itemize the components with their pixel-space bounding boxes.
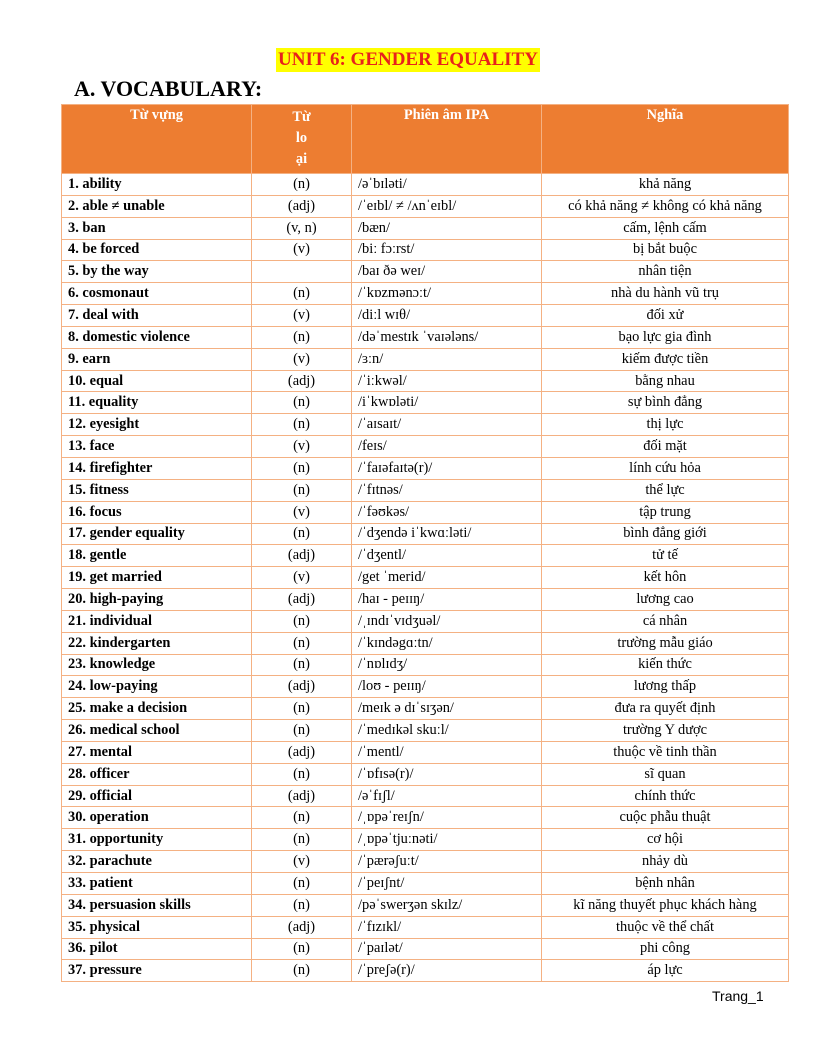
cell-word: 34. persuasion skills xyxy=(62,894,252,916)
cell-word: 12. eyesight xyxy=(62,414,252,436)
cell-ipa: /ˈmedɪkəl skuːl/ xyxy=(352,720,542,742)
cell-word: 19. get married xyxy=(62,567,252,589)
cell-meaning: sự bình đẳng xyxy=(542,392,789,414)
cell-meaning: bình đẳng giới xyxy=(542,523,789,545)
cell-ipa: /ɜːn/ xyxy=(352,348,542,370)
cell-word: 9. earn xyxy=(62,348,252,370)
cell-meaning: phi công xyxy=(542,938,789,960)
cell-meaning: có khả năng ≠ không có khả năng xyxy=(542,195,789,217)
cell-word: 11. equality xyxy=(62,392,252,414)
cell-meaning: kiếm được tiền xyxy=(542,348,789,370)
table-row xyxy=(62,589,789,611)
cell-part-of-speech: (n) xyxy=(252,326,352,348)
cell-part-of-speech: (n) xyxy=(252,632,352,654)
cell-meaning: đưa ra quyết định xyxy=(542,698,789,720)
cell-meaning: lương thấp xyxy=(542,676,789,698)
section-heading: A. VOCABULARY: xyxy=(74,76,263,101)
cell-meaning: chính thức xyxy=(542,785,789,807)
table-row xyxy=(62,698,789,720)
cell-part-of-speech: (v, n) xyxy=(252,217,352,239)
cell-ipa: /ˈpreʃə(r)/ xyxy=(352,960,542,982)
cell-meaning: lương cao xyxy=(542,589,789,611)
cell-meaning: thuộc về thể chất xyxy=(542,916,789,938)
cell-word: 36. pilot xyxy=(62,938,252,960)
header-ipa: Phiên âm IPA xyxy=(352,105,542,174)
cell-word: 32. parachute xyxy=(62,851,252,873)
cell-word: 8. domestic violence xyxy=(62,326,252,348)
table-row xyxy=(62,195,789,217)
table-row xyxy=(62,938,789,960)
vocabulary-table xyxy=(61,104,789,982)
cell-meaning: bị bắt buộc xyxy=(542,239,789,261)
table-row xyxy=(62,654,789,676)
header-meaning: Nghĩa xyxy=(542,105,789,174)
cell-word: 33. patient xyxy=(62,873,252,895)
cell-meaning: cuộc phẫu thuật xyxy=(542,807,789,829)
cell-ipa: /ˈfɪtnəs/ xyxy=(352,479,542,501)
cell-part-of-speech: (n) xyxy=(252,392,352,414)
cell-word: 22. kindergarten xyxy=(62,632,252,654)
cell-part-of-speech: (n) xyxy=(252,654,352,676)
table-row xyxy=(62,261,789,283)
cell-part-of-speech: (n) xyxy=(252,807,352,829)
cell-part-of-speech xyxy=(252,261,352,283)
header-pos-line: ại xyxy=(295,151,308,167)
cell-part-of-speech: (n) xyxy=(252,763,352,785)
header-pos-line: lo xyxy=(295,130,308,146)
table-row xyxy=(62,741,789,763)
table-row xyxy=(62,676,789,698)
table-row xyxy=(62,217,789,239)
cell-ipa: /haɪ - peɪɪŋ/ xyxy=(352,589,542,611)
cell-part-of-speech: (adj) xyxy=(252,916,352,938)
cell-word: 16. focus xyxy=(62,501,252,523)
cell-word: 21. individual xyxy=(62,610,252,632)
cell-ipa: /ˌɒpəˈreɪʃn/ xyxy=(352,807,542,829)
cell-meaning: lính cứu hỏa xyxy=(542,457,789,479)
cell-meaning: tập trung xyxy=(542,501,789,523)
cell-ipa: /ˌɒpəˈtjuːnəti/ xyxy=(352,829,542,851)
table-row xyxy=(62,632,789,654)
cell-part-of-speech: (adj) xyxy=(252,676,352,698)
cell-part-of-speech: (n) xyxy=(252,174,352,196)
table-row xyxy=(62,829,789,851)
cell-meaning: kiến thức xyxy=(542,654,789,676)
table-body xyxy=(62,174,789,982)
cell-part-of-speech: (adj) xyxy=(252,741,352,763)
cell-ipa: /ˈfaɪəfaɪtə(r)/ xyxy=(352,457,542,479)
cell-word: 4. be forced xyxy=(62,239,252,261)
cell-ipa: /ˈfɪzɪkl/ xyxy=(352,916,542,938)
page-title: UNIT 6: GENDER EQUALITY xyxy=(278,49,538,70)
cell-word: 23. knowledge xyxy=(62,654,252,676)
cell-ipa: /ˈdʒentl/ xyxy=(352,545,542,567)
cell-ipa: /meɪk ə dɪˈsɪʒən/ xyxy=(352,698,542,720)
cell-word: 13. face xyxy=(62,436,252,458)
cell-ipa: /ˈɒfɪsə(r)/ xyxy=(352,763,542,785)
cell-meaning: thể lực xyxy=(542,479,789,501)
cell-part-of-speech: (adj) xyxy=(252,195,352,217)
header-part-of-speech xyxy=(252,105,352,174)
cell-ipa: /diːl wɪθ/ xyxy=(352,305,542,327)
table-row xyxy=(62,785,789,807)
cell-ipa: /ˈkɪndəgɑːtn/ xyxy=(352,632,542,654)
cell-ipa: /ˈdʒendə iˈkwɑːləti/ xyxy=(352,523,542,545)
cell-word: 37. pressure xyxy=(62,960,252,982)
table-row xyxy=(62,479,789,501)
table-row xyxy=(62,392,789,414)
page-number: Trang_1 xyxy=(712,988,764,1004)
cell-part-of-speech: (n) xyxy=(252,698,352,720)
cell-part-of-speech: (n) xyxy=(252,829,352,851)
cell-word: 18. gentle xyxy=(62,545,252,567)
table-row xyxy=(62,545,789,567)
cell-word: 29. official xyxy=(62,785,252,807)
cell-part-of-speech: (n) xyxy=(252,938,352,960)
cell-ipa: /ˌɪndɪˈvɪdʒuəl/ xyxy=(352,610,542,632)
table-row xyxy=(62,807,789,829)
cell-word: 10. equal xyxy=(62,370,252,392)
cell-part-of-speech: (v) xyxy=(252,348,352,370)
table-row xyxy=(62,283,789,305)
cell-ipa: /əˈfɪʃl/ xyxy=(352,785,542,807)
table-row xyxy=(62,960,789,982)
cell-meaning: bạo lực gia đình xyxy=(542,326,789,348)
cell-ipa: /iˈkwɒləti/ xyxy=(352,392,542,414)
cell-ipa: /biː fɔːrst/ xyxy=(352,239,542,261)
cell-meaning: đối mặt xyxy=(542,436,789,458)
cell-meaning: trường Y dược xyxy=(542,720,789,742)
cell-word: 15. fitness xyxy=(62,479,252,501)
cell-part-of-speech: (adj) xyxy=(252,785,352,807)
cell-meaning: nhà du hành vũ trụ xyxy=(542,283,789,305)
cell-meaning: kĩ năng thuyết phục khách hàng xyxy=(542,894,789,916)
table-header-row xyxy=(62,105,789,174)
cell-part-of-speech: (n) xyxy=(252,283,352,305)
cell-part-of-speech: (v) xyxy=(252,436,352,458)
cell-ipa: /feɪs/ xyxy=(352,436,542,458)
cell-part-of-speech: (n) xyxy=(252,894,352,916)
cell-part-of-speech: (n) xyxy=(252,960,352,982)
cell-ipa: /loʊ - peɪɪŋ/ xyxy=(352,676,542,698)
table-row xyxy=(62,720,789,742)
cell-meaning: kết hôn xyxy=(542,567,789,589)
cell-part-of-speech: (v) xyxy=(252,501,352,523)
table-row xyxy=(62,851,789,873)
table-row xyxy=(62,763,789,785)
cell-part-of-speech: (n) xyxy=(252,610,352,632)
cell-word: 27. mental xyxy=(62,741,252,763)
table-row xyxy=(62,174,789,196)
cell-word: 3. ban xyxy=(62,217,252,239)
cell-part-of-speech: (n) xyxy=(252,720,352,742)
cell-meaning: đối xử xyxy=(542,305,789,327)
header-pos-line: Từ xyxy=(292,109,311,125)
cell-ipa: /ˈpeɪʃnt/ xyxy=(352,873,542,895)
cell-word: 25. make a decision xyxy=(62,698,252,720)
cell-ipa: /dəˈmestɪk ˈvaɪələns/ xyxy=(352,326,542,348)
cell-word: 14. firefighter xyxy=(62,457,252,479)
cell-ipa: /ˈiːkwəl/ xyxy=(352,370,542,392)
cell-meaning: bằng nhau xyxy=(542,370,789,392)
cell-part-of-speech: (v) xyxy=(252,239,352,261)
cell-part-of-speech: (n) xyxy=(252,873,352,895)
table-row xyxy=(62,239,789,261)
cell-meaning: cá nhân xyxy=(542,610,789,632)
header-word: Từ vựng xyxy=(62,105,252,174)
cell-word: 7. deal with xyxy=(62,305,252,327)
cell-word: 31. opportunity xyxy=(62,829,252,851)
cell-part-of-speech: (adj) xyxy=(252,545,352,567)
cell-meaning: khả năng xyxy=(542,174,789,196)
cell-ipa: /ˈaɪsaɪt/ xyxy=(352,414,542,436)
cell-ipa: /əˈbɪləti/ xyxy=(352,174,542,196)
cell-ipa: /ˈnɒlɪdʒ/ xyxy=(352,654,542,676)
table-row xyxy=(62,436,789,458)
cell-meaning: tử tế xyxy=(542,545,789,567)
table-row xyxy=(62,873,789,895)
table-row xyxy=(62,894,789,916)
cell-meaning: bệnh nhân xyxy=(542,873,789,895)
cell-part-of-speech: (adj) xyxy=(252,370,352,392)
cell-ipa: /ˈeɪbl/ ≠ /ʌnˈeɪbl/ xyxy=(352,195,542,217)
cell-word: 26. medical school xyxy=(62,720,252,742)
cell-word: 17. gender equality xyxy=(62,523,252,545)
table-row xyxy=(62,457,789,479)
cell-word: 2. able ≠ unable xyxy=(62,195,252,217)
cell-part-of-speech: (v) xyxy=(252,305,352,327)
cell-ipa: /get ˈmerid/ xyxy=(352,567,542,589)
table-row xyxy=(62,567,789,589)
table-row xyxy=(62,501,789,523)
table-row xyxy=(62,326,789,348)
cell-ipa: /ˈpærəʃuːt/ xyxy=(352,851,542,873)
table-row xyxy=(62,370,789,392)
cell-ipa: /pəˈswerʒən skɪlz/ xyxy=(352,894,542,916)
cell-meaning: sĩ quan xyxy=(542,763,789,785)
cell-meaning: nhân tiện xyxy=(542,261,789,283)
table-row xyxy=(62,523,789,545)
table-row xyxy=(62,414,789,436)
cell-ipa: /baɪ ðə weɪ/ xyxy=(352,261,542,283)
table-row xyxy=(62,348,789,370)
cell-ipa: /ˈpaɪlət/ xyxy=(352,938,542,960)
cell-word: 6. cosmonaut xyxy=(62,283,252,305)
cell-meaning: thị lực xyxy=(542,414,789,436)
cell-ipa: /ˈfəʊkəs/ xyxy=(352,501,542,523)
cell-part-of-speech: (n) xyxy=(252,457,352,479)
table-row xyxy=(62,610,789,632)
table-row xyxy=(62,916,789,938)
cell-meaning: thuộc về tinh thần xyxy=(542,741,789,763)
cell-part-of-speech: (n) xyxy=(252,479,352,501)
cell-part-of-speech: (v) xyxy=(252,567,352,589)
cell-ipa: /bæn/ xyxy=(352,217,542,239)
cell-meaning: cấm, lệnh cấm xyxy=(542,217,789,239)
cell-word: 5. by the way xyxy=(62,261,252,283)
cell-part-of-speech: (n) xyxy=(252,414,352,436)
cell-part-of-speech: (adj) xyxy=(252,589,352,611)
table-row xyxy=(62,305,789,327)
cell-word: 30. operation xyxy=(62,807,252,829)
cell-part-of-speech: (v) xyxy=(252,851,352,873)
cell-meaning: trường mẫu giáo xyxy=(542,632,789,654)
cell-meaning: cơ hội xyxy=(542,829,789,851)
cell-ipa: /ˈkɒzmənɔːt/ xyxy=(352,283,542,305)
cell-meaning: nhảy dù xyxy=(542,851,789,873)
cell-word: 24. low-paying xyxy=(62,676,252,698)
cell-meaning: áp lực xyxy=(542,960,789,982)
cell-word: 35. physical xyxy=(62,916,252,938)
cell-word: 20. high-paying xyxy=(62,589,252,611)
cell-word: 28. officer xyxy=(62,763,252,785)
cell-part-of-speech: (n) xyxy=(252,523,352,545)
cell-word: 1. ability xyxy=(62,174,252,196)
title-container xyxy=(0,48,816,72)
cell-ipa: /ˈmentl/ xyxy=(352,741,542,763)
